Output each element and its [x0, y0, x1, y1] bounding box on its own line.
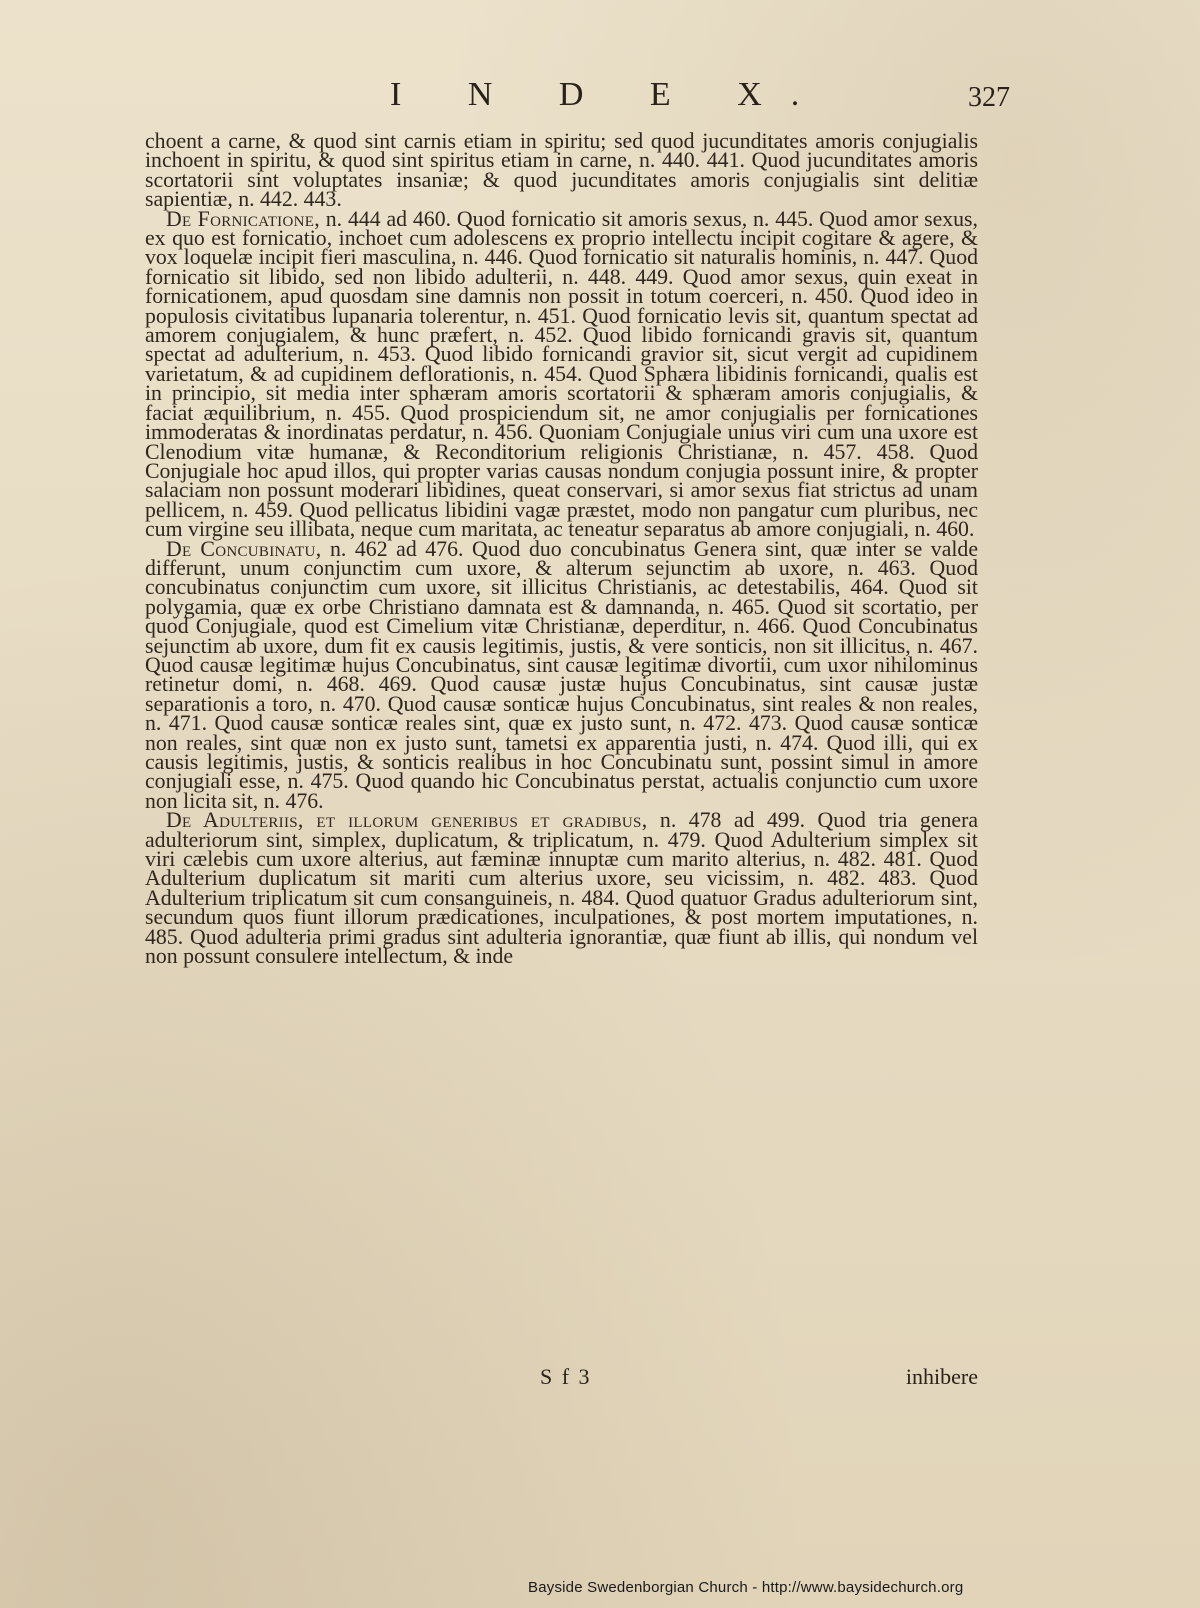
signature-mark: S f 3	[540, 1364, 592, 1389]
page-number: 327	[968, 82, 1010, 113]
page-footer	[145, 1364, 978, 1388]
entry-heading: De Concubinatu,	[166, 536, 322, 561]
entry-text: n. 462 ad 476. Quod duo concubinatus Genera sint, quæ inter se valde differunt, unum conjunctim cum uxore, & alterum sejunctim ab uxore, n. 463. Quod concubinatus conjunctim cum uxore, sit illicitus Christianis, ac detestabilis, 464. Quod sit polygamia, quæ ex orbe Christiano damnata est & damnanda, n. 465. Quod sit scortatio, per quod Conjugiale, quod est Cimelium vitæ Christianæ, deperditur, n. 466. Quod Concubinatus sejunctim ab uxore, dum fit ex causis legitimis, justis, & vere sonticis, non sit illicitus, n. 467. Quod causæ legitimæ hujus Concubinatus, sint causæ legitimæ divortii, cum uxor nihilominus retinetur domi, n. 468. 469. Quod causæ justæ hujus Concubinatus, sint causæ justæ separationis a toro, n. 470. Quod causæ sonticæ hujus Concubinatus, sint reales & non reales, n. 471. Quod causæ sonticæ reales sint, quæ ex justo sunt, n. 472. 473. Quod causæ sonticæ non reales, sint quæ non ex justo sunt, tametsi ex apparentia justi, n. 474. Quod illi, qui ex causis legitimis, justis, & sonticis realibus in hoc Concubinatu sunt, possint simul in amore conjugiali esse, n. 475. Quod quando hic Concubinatus perstat, actualis conjunctio cum uxore non licita sit, n. 476.	[145, 536, 978, 813]
entry-text: n. 444 ad 460. Quod fornicatio sit amoris sexus, n. 445. Quod amor sexus, ex quo est fornicatio, inchoet cum adolescens ex proprio intellectu incipit cogitare & agere, & vox loquelæ incipit fieri masculina, n. 446. Quod fornicatio sit naturalis hominis, n. 447. Quod fornicatio sit libido, sed non libido adulterii, n. 448. 449. Quod amor sexus, quin exeat in fornicationem, apud quosdam sine damnis non possit in totum coerceri, n. 450. Quod ideo in populosis civitatibus lupanaria tolerentur, n. 451. Quod fornicatio levis sit, quantum spectat ad amorem conjugialem, & hunc præfert, n. 452. Quod libido fornicandi gravis sit, quantum spectat ad adulterium, n. 453. Quod libido fornicandi gravior sit, sicut vergit ad cupidinem varietatum, & ad cupidinem deflorationis, n. 454. Quod Sphæra libidinis fornicandi, qualis est in principio, sit media inter sphæram amoris scortatorii & sphæram amoris conjugialis, & faciat æquilibrium, n. 455. Quod prospiciendum sit, ne amor conjugialis per fornicationes immoderatas & inordinatas perdatur, n. 456. Quoniam Conjugiale unius viri cum una uxore est Clenodium vitæ humanæ, & Reconditorium religionis Christianæ, n. 457. 458. Quod Conjugiale hoc apud illos, qui propter varias causas nondum conjugia possunt inire, & propter salaciam non possunt moderari libidines, queat conservari, si amor sexus fiat strictus ad unam pellicem, n. 459. Quod pellicatus libidini vagæ præstet, modo non pangatur cum pluribus, nec cum virgine seu illibata, neque cum maritata, ac teneatur separatus ab amore conjugiali, n. 460.	[145, 206, 978, 542]
source-watermark: Bayside Swedenborgian Church - http://www.baysidechurch.org	[528, 1579, 964, 1596]
page-header	[140, 68, 1010, 118]
entry-heading: De Adulteriis, et illorum generibus et gradibus,	[166, 808, 648, 833]
index-entry-fornicatione	[145, 206, 978, 542]
entry-text: choent a carne, & quod sint carnis etiam in spiritu; sed quod jucunditates amoris conjugialis inchoent in spiritu, & quod sint spiritus etiam in carne, n. 440. 441. Quod jucunditates amoris scortatorii sint voluptates insaniæ; & quod jucunditates amoris conjugialis sint delitiæ sapientiæ, n. 442. 443.	[145, 129, 978, 212]
entry-heading: De Fornicatione,	[166, 206, 320, 231]
catchword: inhibere	[905, 1364, 978, 1389]
entry-text: n. 478 ad 499. Quod tria genera adulteriorum sint, simplex, duplicatum, & triplicatum, n. 479. Quod Adulterium simplex sit viri cælebis cum uxore alterius, aut fæminæ innuptæ cum marito alterius, n. 482. 481. Quod Adulterium duplicatum sit mariti cum alterius uxore, seu vicissim, n. 482. 483. Quod Adulterium triplicatum sit cum consanguineis, n. 484. Quod quatuor Gradus adulteriorum sint, secundum quos fiunt illorum prædicationes, inculpationes, & post mortem imputationes, n. 485. Quod adulteria primi gradus sint adulteria ignorantiæ, quæ fiunt ab illis, qui nondum vel non possunt consulere intellectum, & inde	[145, 808, 979, 969]
index-body	[145, 129, 979, 969]
running-title: I N D E X.	[390, 76, 829, 113]
index-entry-adulteriis	[145, 808, 979, 969]
index-entry-continuation	[145, 129, 978, 212]
index-entry-concubinatu	[145, 536, 978, 813]
